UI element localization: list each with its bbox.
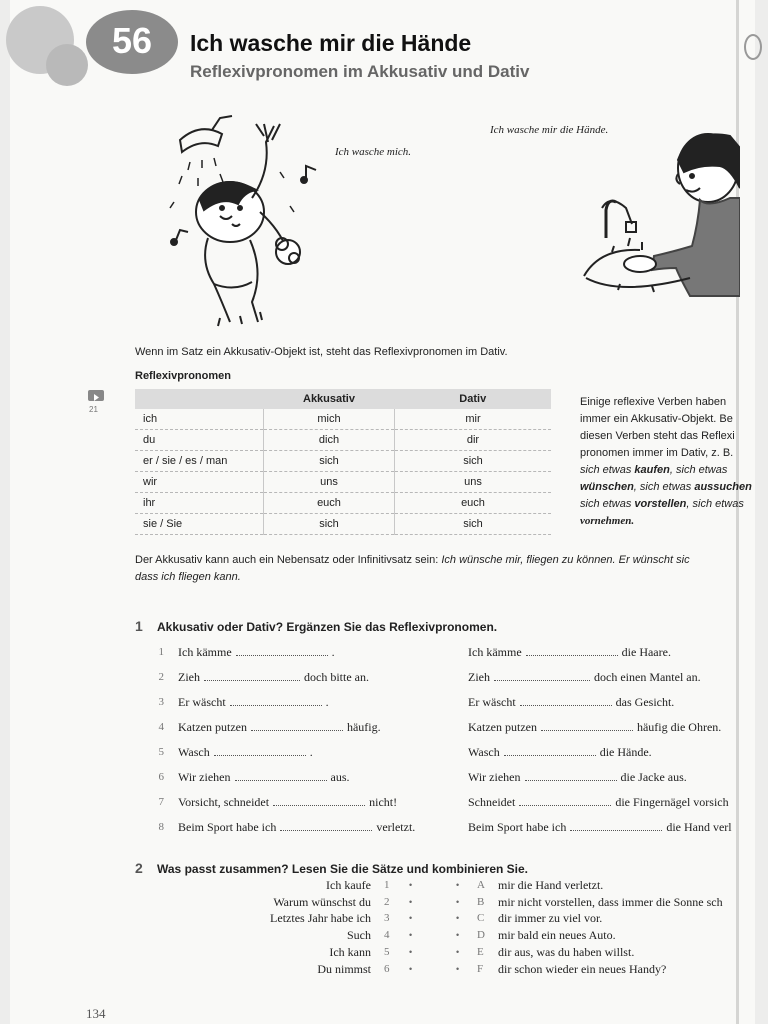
exercise-1-text: Beim Sport habe ich <box>178 820 277 834</box>
table-row <box>135 472 551 493</box>
table-cell: er / sie / es / man <box>135 451 264 472</box>
note-text: Der Akkusativ kann auch ein Nebensatz oder Infinitivsatz sein: <box>135 554 442 566</box>
answer-blank[interactable] <box>204 680 300 681</box>
exercise-1-text: Schneidet <box>468 795 516 809</box>
sidenote-verb: aussuchen <box>694 481 752 493</box>
exercise-1-text: häufig die Ohren. <box>636 720 722 734</box>
sidenote-text: sich etwas <box>580 498 635 510</box>
page-number: 134 <box>86 1006 106 1021</box>
exercise-1-item-left <box>178 820 415 835</box>
match-left-text: Warum wünschst du <box>273 894 371 909</box>
match-left-number: 6 <box>384 962 390 975</box>
note-example: Ich wünsche mir, fliegen zu können. Er wünscht sic <box>441 554 690 566</box>
table-cell: mich <box>264 409 395 430</box>
edge-circle-icon <box>744 34 762 60</box>
infinitive-note-cont <box>135 571 241 583</box>
answer-blank[interactable] <box>525 780 617 781</box>
match-right-letter: D <box>477 929 485 942</box>
sidenote-text: sich etwas <box>580 464 635 476</box>
exercise-1-item-number: 3 <box>158 696 164 708</box>
sidenote-line: pronomen immer im Dativ, z. B. <box>580 447 734 459</box>
answer-blank[interactable] <box>570 830 662 831</box>
exercise-1-item-number: 4 <box>158 721 164 733</box>
exercise-1-item-left <box>178 670 369 685</box>
match-right-letter: A <box>477 879 485 891</box>
exercise-1-text: das Gesicht. <box>615 695 675 709</box>
exercise-1-item-number: 2 <box>158 671 164 683</box>
caption-right: Ich wasche mir die Hände. <box>490 124 609 136</box>
exercise-1-text: . <box>325 695 329 709</box>
match-connector-dot[interactable]: • <box>409 913 413 924</box>
table-row <box>135 451 551 472</box>
table-cell: sich <box>264 514 395 535</box>
exercise-1-text: Wasch <box>178 745 210 759</box>
exercise-1-text: häufig. <box>346 720 381 734</box>
table-header: Akkusativ <box>264 389 395 409</box>
exercise-1-text: Ich kämme <box>178 645 232 659</box>
table-cell: dir <box>395 430 552 451</box>
sidenote-text: , sich etwas <box>633 481 695 493</box>
table-cell: euch <box>395 493 552 514</box>
exercise-1-text: Katzen putzen <box>178 720 247 734</box>
match-left-text: Du nimmst <box>317 961 371 976</box>
table-cell: sich <box>395 514 552 535</box>
match-right-letter: B <box>477 895 485 908</box>
exercise-1-text: die Jacke aus. <box>620 770 687 784</box>
answer-blank[interactable] <box>519 805 611 806</box>
answer-blank[interactable] <box>526 655 618 656</box>
table-header-row <box>135 389 551 409</box>
audio-play-icon[interactable] <box>88 390 104 401</box>
table-row <box>135 409 551 430</box>
match-right-letter: C <box>477 912 485 925</box>
exercise-1-text: Zieh <box>178 670 200 684</box>
exercise-1-text: Wir ziehen <box>468 770 521 784</box>
table-row <box>135 493 551 514</box>
match-left-number: 1 <box>384 879 390 891</box>
match-left-text: Ich kaufe <box>326 878 371 892</box>
sidenote-line: Einige reflexive Verben haben <box>580 396 727 408</box>
answer-blank[interactable] <box>494 680 590 681</box>
exercise-1-text: Beim Sport habe ich <box>468 820 567 834</box>
table-cell: du <box>135 430 264 451</box>
exercise-1-title: Akkusativ oder Dativ? Ergänzen Sie das Reflexivpronomen. <box>157 620 498 634</box>
table-heading: Reflexivpronomen <box>135 370 231 382</box>
match-connector-dot[interactable]: • <box>456 946 460 957</box>
page-title: Ich wasche mir die Hände <box>190 30 472 56</box>
match-left-text: Such <box>347 928 371 943</box>
exercise-1-item-left <box>178 695 329 710</box>
answer-blank[interactable] <box>280 830 372 831</box>
exercise-1-text: Er wäscht <box>468 695 516 709</box>
match-connector-dot[interactable]: • <box>409 880 413 890</box>
match-left-number: 2 <box>384 895 390 908</box>
sidenote-line <box>580 496 756 513</box>
sidenote-line <box>580 462 756 479</box>
intro-text: Wenn im Satz ein Akkusativ-Objekt ist, steht das Reflexivpronomen im Dativ. <box>135 346 508 358</box>
exercise-1-item-right <box>468 770 756 785</box>
sidenote-verb: vorstellen <box>634 498 687 510</box>
answer-blank[interactable] <box>520 705 612 706</box>
match-connector-dot[interactable]: • <box>409 963 413 974</box>
exercise-1-text: die Haare. <box>621 645 671 659</box>
match-left-number: 3 <box>384 912 390 925</box>
answer-blank[interactable] <box>504 755 596 756</box>
chapter-number: 56 <box>86 10 178 74</box>
exercise-1-item-left <box>178 645 335 660</box>
exercise-1-item-number: 7 <box>158 796 164 808</box>
exercise-1-text: die Hände. <box>599 745 652 759</box>
exercise-1-text: Er wäscht <box>178 695 226 709</box>
sidenote-line: immer ein Akkusativ-Objekt. Be <box>580 413 733 425</box>
exercise-1-item-right <box>468 720 756 735</box>
match-connector-dot[interactable]: • <box>409 946 413 957</box>
sidenote-line <box>580 479 756 496</box>
match-right-text: dir aus, was du haben willst. <box>498 944 635 959</box>
reflexive-pronoun-table <box>135 389 551 535</box>
exercise-1-item-left <box>178 745 313 760</box>
exercise-1-text: aus. <box>330 770 350 784</box>
exercise-1-text: Katzen putzen <box>468 720 537 734</box>
table-cell: sich <box>264 451 395 472</box>
match-connector-dot[interactable]: • <box>456 913 460 924</box>
decor-circle-small <box>46 44 88 86</box>
answer-blank[interactable] <box>273 805 365 806</box>
answer-blank[interactable] <box>541 730 633 731</box>
answer-blank[interactable] <box>236 655 328 656</box>
sidenote-verb: vornehmen. <box>580 515 635 527</box>
match-connector-dot[interactable]: • <box>409 896 413 907</box>
exercise-1-item-left <box>178 770 350 785</box>
table-header: Dativ <box>395 389 552 409</box>
answer-blank[interactable] <box>230 705 322 706</box>
exercise-1-item-right <box>468 820 756 835</box>
sidenote-text: , sich etwas <box>669 464 728 476</box>
exercise-1-item-left <box>178 720 381 735</box>
match-left-number: 4 <box>384 929 390 942</box>
exercise-1-text: Zieh <box>468 670 490 684</box>
note-example: dass ich fliegen kann. <box>135 571 241 583</box>
exercise-1-item-right <box>468 745 756 760</box>
match-right-text: mir nicht vorstellen, dass immer die Sonne sch <box>498 894 723 909</box>
sidenote-verb: kaufen <box>634 464 670 476</box>
exercise-1-item-right <box>468 695 756 710</box>
match-right-text: mir die Hand verletzt. <box>498 878 604 892</box>
sidenote-text: , sich etwas <box>686 498 744 510</box>
exercise-1-text: Ich kämme <box>468 645 522 659</box>
match-right-text: dir immer zu viel vor. <box>498 911 603 926</box>
exercise-1-text: doch einen Mantel an. <box>594 670 701 684</box>
exercise-2-number: 2 <box>135 860 143 876</box>
answer-blank[interactable] <box>214 755 306 756</box>
table-cell: ich <box>135 409 264 430</box>
match-connector-dot[interactable]: • <box>409 930 413 941</box>
table-cell: sich <box>395 451 552 472</box>
exercise-1-text: Wasch <box>468 745 500 759</box>
table-header <box>135 389 264 409</box>
match-connector-dot[interactable]: • <box>456 963 460 974</box>
exercise-1-item-number: 5 <box>158 746 164 758</box>
shower-illustration <box>160 112 330 332</box>
sidenote-line: diesen Verben steht das Reflexi <box>580 430 735 442</box>
page-subtitle: Reflexivpronomen im Akkusativ und Dativ <box>190 62 530 81</box>
exercise-1-item-number: 6 <box>158 771 164 783</box>
sidenote <box>580 394 756 530</box>
match-right-text: dir schon wieder ein neues Handy? <box>498 961 667 976</box>
exercise-1-item-left <box>178 795 397 810</box>
handwashing-illustration <box>580 128 740 306</box>
exercise-1-text: . <box>309 745 313 759</box>
caption-left: Ich wasche mich. <box>335 146 412 158</box>
exercise-1-item-right <box>468 795 756 810</box>
exercise-1-text: die Fingernägel vorsich <box>615 795 729 809</box>
exercise-1-number: 1 <box>135 618 143 634</box>
match-right-letter: E <box>477 945 484 958</box>
exercise-1-text: doch bitte an. <box>304 670 369 684</box>
match-connector-dot[interactable]: • <box>456 930 460 941</box>
table-cell: euch <box>264 493 395 514</box>
table-cell: ihr <box>135 493 264 514</box>
match-left-text: Letztes Jahr habe ich <box>270 911 371 926</box>
table-row <box>135 514 551 535</box>
exercise-1-item-number: 8 <box>158 821 164 833</box>
table-cell: uns <box>395 472 552 493</box>
exercise-1-item-number: 1 <box>158 646 164 658</box>
exercise-1-text: nicht! <box>369 795 398 809</box>
table-cell: dich <box>264 430 395 451</box>
match-left-text: Ich kann <box>329 944 371 959</box>
exercise-1-item-right <box>468 645 756 660</box>
shower-head-icon <box>180 129 222 152</box>
table-cell: uns <box>264 472 395 493</box>
audio-track-number: 21 <box>89 405 98 414</box>
match-connector-dot[interactable]: • <box>456 880 460 890</box>
table-cell: sie / Sie <box>135 514 264 535</box>
exercise-1-text: verletzt. <box>376 820 416 834</box>
sidenote-verb: wünschen <box>580 481 634 493</box>
exercise-1-text: Vorsicht, schneidet <box>178 795 270 809</box>
exercise-1-text: die Hand verl <box>666 820 732 834</box>
answer-blank[interactable] <box>251 730 343 731</box>
table-cell: mir <box>395 409 552 430</box>
match-connector-dot[interactable]: • <box>456 896 460 907</box>
match-right-letter: F <box>477 962 484 975</box>
exercise-1-text: Wir ziehen <box>178 770 231 784</box>
answer-blank[interactable] <box>235 780 327 781</box>
table-cell: wir <box>135 472 264 493</box>
table-row <box>135 430 551 451</box>
match-right-text: mir bald ein neues Auto. <box>498 928 616 943</box>
exercise-1-item-right <box>468 670 756 685</box>
infinitive-note <box>135 554 755 566</box>
match-left-number: 5 <box>384 945 390 958</box>
exercise-1-text: . <box>331 645 335 659</box>
exercise-2-title: Was passt zusammen? Lesen Sie die Sätze und kombinieren Sie. <box>157 862 528 876</box>
